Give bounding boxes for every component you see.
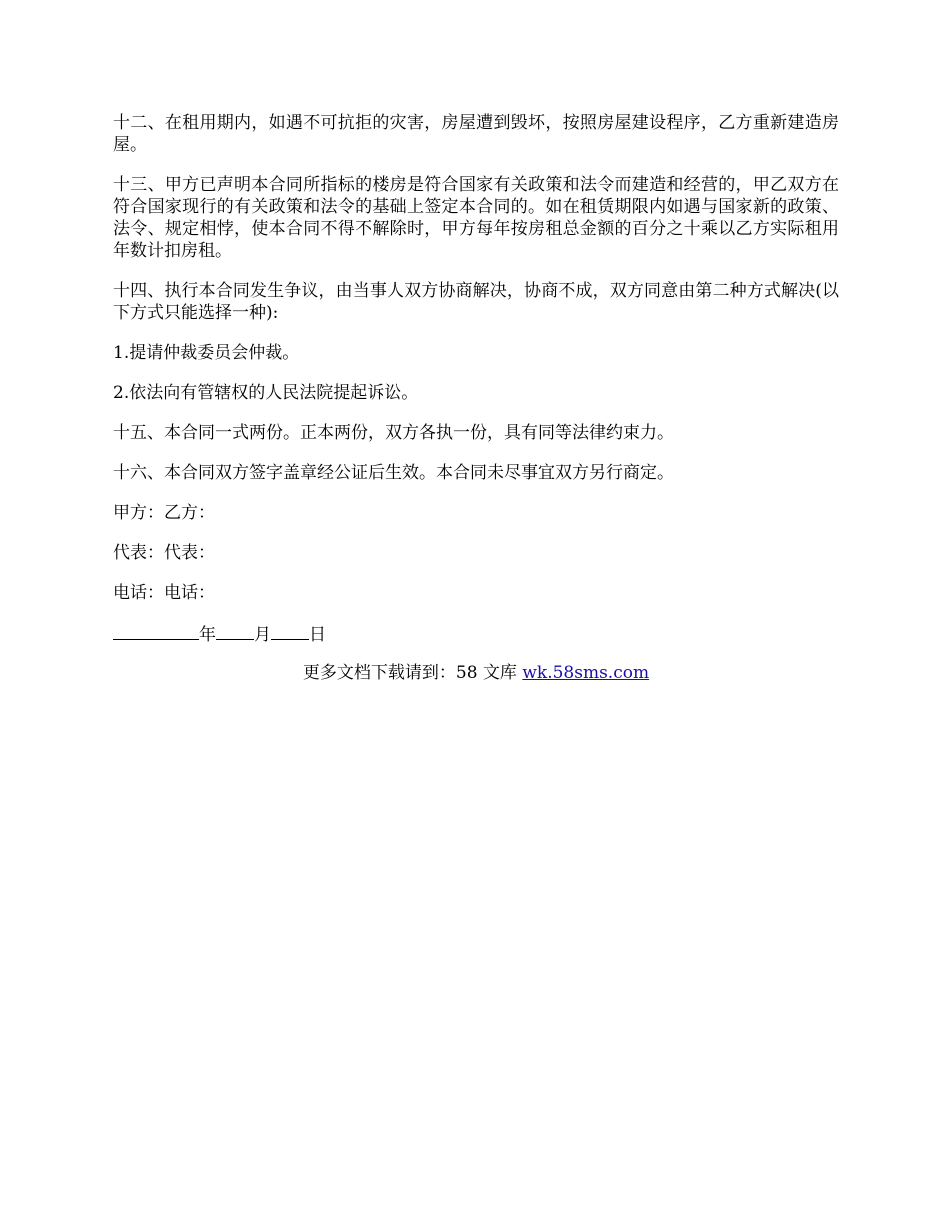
phone-line: 电话：电话： [113,583,215,603]
party-signature-line: 甲方：乙方： [113,503,215,523]
representative-line: 代表：代表： [113,543,215,563]
document-body [113,112,839,684]
clause-13: 十三、甲方已声明本合同所指标的楼房是符合国家有关政策和法令而建造和经营的，甲乙双方在符合国家现行的有关政策和法令的基础上签定本合同的。如在租赁期限内如遇与国家新的政策、法令、规定相悖，使本合同不得不解除时，甲方每年按房租总金额的百分之十乘以乙方实际租用年数计扣房租。 [113,175,839,261]
footer-link[interactable]: wk.58sms.com [522,663,650,683]
clause-12: 十二、在租用期内，如遇不可抗拒的灾害，房屋遭到毁坏，按照房屋建设程序，乙方重新建造房屋。 [113,113,839,155]
year-label: 年 [199,625,216,645]
clause-16: 十六、本合同双方签字盖章经公证后生效。本合同未尽事宜双方另行商定。 [113,463,674,483]
day-label: 日 [309,625,326,645]
clause-15: 十五、本合同一式两份。正本两份，双方各执一份，具有同等法律约束力。 [113,423,674,443]
footer [113,662,839,684]
clause-14: 十四、执行本合同发生争议，由当事人双方协商解决，协商不成，双方同意由第二种方式解决(以下方式只能选择一种): [113,281,839,323]
day-blank [271,622,309,640]
footer-prefix: 更多文档下载请到：58 文库 [302,663,523,683]
option-1: 1.提请仲裁委员会仲裁。 [113,343,300,363]
month-label: 月 [254,625,271,645]
year-blank [113,622,199,640]
date-line [113,622,839,646]
option-2: 2.依法向有管辖权的人民法院提起诉讼。 [113,383,419,403]
month-blank [216,622,254,640]
